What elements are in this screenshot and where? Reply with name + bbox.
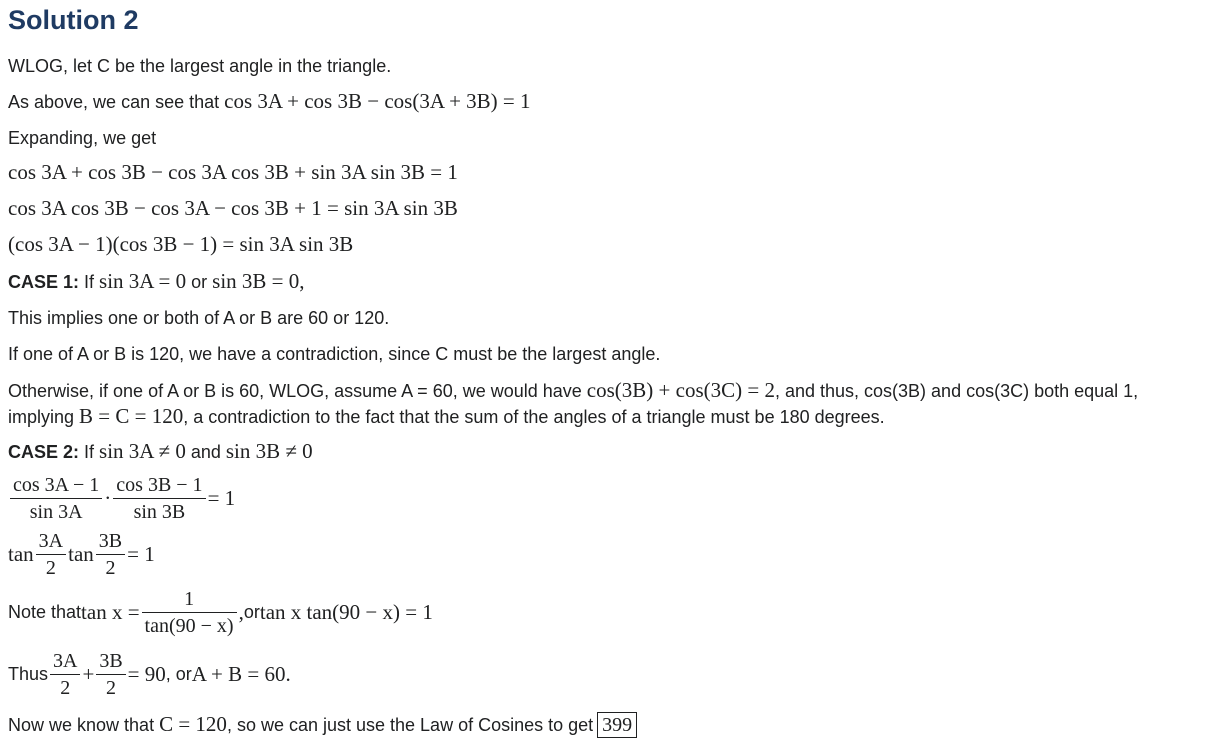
note-math-1: tan x = — [81, 600, 140, 624]
half-angle-b — [96, 528, 125, 581]
case1-line — [8, 269, 305, 294]
text-line-as-above — [8, 89, 531, 114]
case2-label: CASE 2: — [8, 442, 80, 462]
otherwise-text: Otherwise, if one of A or B is 60, WLOG, assume A = 60, we would have — [8, 381, 587, 401]
note-math-2: tan x tan(90 − x) = 1 — [259, 600, 433, 624]
case1-math-2: sin 3B = 0, — [212, 269, 305, 293]
equals-one: = 1 — [207, 486, 236, 510]
math-line-1: cos 3A + cos 3B − cos 3A cos 3B + sin 3A sin 3B = 1 — [8, 160, 458, 184]
tan-label-2: tan — [68, 542, 94, 566]
cotangent-numerator: 1 — [142, 586, 237, 613]
case1-if: If — [79, 272, 100, 292]
fraction-equation-2 — [8, 528, 155, 581]
cotangent-denominator: tan(90 − x) — [144, 615, 234, 637]
half-angle-a — [36, 528, 66, 581]
final-line — [8, 712, 637, 738]
text-line-implies: This implies one or both of A or B are 60 or 120. — [8, 308, 390, 328]
implying-tail: , a contradiction to the fact that the sum of the angles of a triangle must be 180 degrees. — [183, 407, 885, 427]
text-line-wlog: WLOG, let C be the largest angle in the triangle. — [8, 56, 392, 76]
text-line-otherwise — [8, 378, 1138, 403]
implying-math: B = C = 120 — [79, 404, 184, 428]
thus-fraction-a-numerator: 3A — [50, 648, 80, 675]
math-line-2: cos 3A cos 3B − cos 3A − cos 3B + 1 = sin 3A sin 3B — [8, 196, 458, 220]
thus-fraction-b — [96, 648, 125, 701]
thus-fraction-a — [50, 648, 80, 701]
fraction-b-denominator: sin 3B — [133, 501, 186, 523]
fraction-b — [113, 472, 205, 525]
thus-equals-90: = 90 — [127, 662, 166, 686]
fraction-a-denominator: sin 3A — [29, 501, 83, 523]
case1-or: or — [186, 272, 213, 292]
half-angle-b-numerator: 3B — [96, 528, 125, 555]
note-or: or — [243, 602, 260, 622]
final-math: C = 120 — [159, 712, 227, 736]
note-line — [8, 586, 433, 639]
case2-if: If — [79, 442, 100, 462]
text-line-implying — [8, 404, 885, 429]
case2-line — [8, 439, 313, 464]
fraction-a — [10, 472, 102, 525]
case2-math-1: sin 3A ≠ 0 — [99, 439, 186, 463]
math-line-3: (cos 3A − 1)(cos 3B − 1) = sin 3A sin 3B — [8, 232, 354, 256]
half-angle-a-denominator: 2 — [45, 557, 56, 579]
fraction-a-numerator: cos 3A − 1 — [10, 472, 102, 499]
as-above-text: As above, we can see that — [8, 92, 225, 112]
equals-one-2: = 1 — [127, 542, 155, 566]
otherwise-tail: , and thus, cos(3B) and cos(3C) both equal 1, — [774, 381, 1139, 401]
thus-sum-math: A + B = 60. — [191, 662, 291, 686]
case2-and: and — [185, 442, 226, 462]
text-line-contradiction-120: If one of A or B is 120, we have a contradiction, since C must be the largest angle. — [8, 344, 661, 364]
implying-text: implying — [8, 407, 80, 427]
final-text: Now we know that — [8, 715, 160, 735]
cotangent-fraction — [142, 586, 237, 639]
thus-fraction-b-numerator: 3B — [96, 648, 125, 675]
text-line-expanding: Expanding, we get — [8, 128, 157, 148]
note-text: Note that — [8, 602, 82, 622]
thus-fraction-a-denominator: 2 — [60, 677, 71, 699]
fraction-equation-1 — [8, 472, 235, 525]
note-comma: , — [238, 600, 244, 624]
multiply-dot: · — [104, 486, 112, 510]
section-heading: Solution 2 — [8, 5, 139, 35]
thus-plus: + — [82, 662, 95, 686]
thus-fraction-b-denominator: 2 — [106, 677, 116, 699]
final-tail: , so we can just use the Law of Cosines to get — [226, 715, 594, 735]
math-identity: cos 3A + cos 3B − cos(3A + 3B) = 1 — [224, 89, 531, 113]
tan-label-1: tan — [8, 542, 34, 566]
thus-text: Thus — [8, 664, 49, 684]
thus-line — [8, 648, 291, 701]
case1-label: CASE 1: — [8, 272, 80, 292]
half-angle-a-numerator: 3A — [36, 528, 66, 555]
case2-math-2: sin 3B ≠ 0 — [225, 439, 313, 463]
thus-or: , or — [165, 664, 192, 684]
half-angle-b-denominator: 2 — [105, 557, 116, 579]
fraction-b-numerator: cos 3B − 1 — [113, 472, 205, 499]
boxed-answer: 399 — [597, 712, 637, 738]
otherwise-math: cos(3B) + cos(3C) = 2 — [586, 378, 775, 402]
case1-math-1: sin 3A = 0 — [99, 269, 187, 293]
